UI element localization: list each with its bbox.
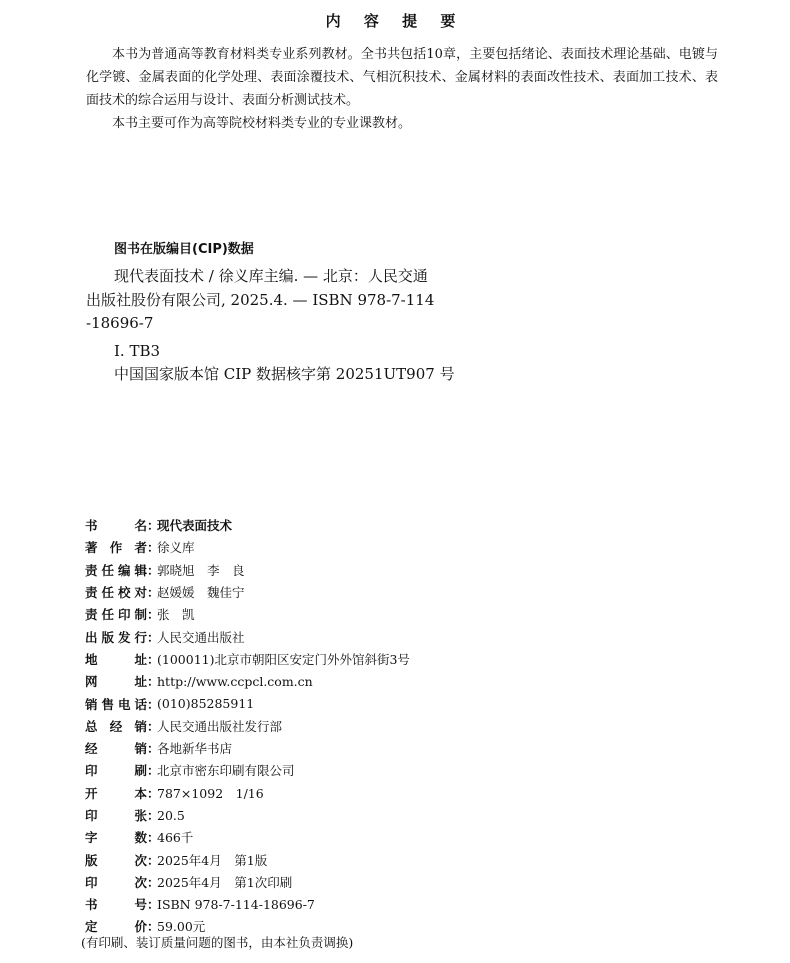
info-value: 20.5 [157, 807, 185, 823]
info-colon: ： [147, 562, 160, 578]
info-value: 2025年4月 第1版 [157, 852, 268, 868]
info-label: 地 址 [85, 651, 147, 667]
info-row [85, 603, 410, 625]
info-colon: ： [147, 763, 160, 779]
info-row [85, 559, 410, 581]
info-row [85, 715, 410, 737]
info-row [85, 782, 410, 804]
info-colon: ： [147, 919, 160, 935]
cip-line: -18696-7 [86, 314, 154, 332]
info-value: http://www.ccpcl.com.cn [157, 673, 313, 689]
summary-paragraph: 本书主要可作为高等院校材料类专业的专业课教材。 [112, 116, 412, 131]
info-label: 经 销 [85, 741, 147, 757]
info-value: 赵媛媛 魏佳宁 [157, 585, 245, 601]
info-value: 张 凯 [157, 607, 195, 623]
summary-paragraph: 本书为普通高等教育材料类专业系列教材。全书共包括10章，主要包括绪论、表面技术理论基础、电镀与化学镀、金属表面的化学处理、表面涂覆技术、气相沉积技术、金属材料的表面改性技术、表面加工技术、表面技术的综合运用与设计、表面分析测试技术。 [86, 47, 718, 108]
info-label: 出 版 发 行 [85, 629, 147, 645]
info-colon: ： [147, 674, 160, 690]
info-label: 版 次 [85, 852, 147, 868]
info-label: 总 经 销 [85, 718, 147, 734]
info-label: 书 号 [85, 897, 147, 913]
cip-line: 中国国家版本馆 CIP 数据核字第 20251UT907 号 [114, 365, 455, 383]
info-label: 印 张 [85, 808, 147, 823]
cip-line: 出版社股份有限公司, 2025.4. — ISBN 978-7-114 [86, 290, 435, 309]
info-colon: ： [147, 808, 160, 823]
cip-heading: 图书在版编目(CIP)数据 [114, 242, 254, 257]
info-label: 责 任 校 对 [85, 585, 147, 601]
info-label: 印 刷 [85, 763, 147, 779]
info-row [85, 625, 410, 647]
info-value: 郭晓旭 李 良 [157, 562, 245, 578]
info-row [85, 648, 410, 670]
cip-line: 现代表面技术 / 徐义库主编. — 北京：人民交通 [114, 267, 428, 285]
info-row [85, 737, 410, 759]
info-value: 北京市密东印刷有限公司 [157, 763, 295, 779]
info-colon: ： [147, 830, 160, 846]
info-colon: ： [147, 585, 160, 601]
info-label: 定 价 [85, 919, 147, 935]
info-colon: ： [147, 897, 160, 913]
info-value: 59.00元 [157, 919, 206, 935]
publication-info [85, 514, 410, 938]
info-colon: ： [147, 874, 160, 890]
info-label: 印 次 [85, 874, 147, 890]
info-colon: ： [147, 607, 160, 623]
info-label: 责 任 编 辑 [85, 562, 147, 578]
info-colon: ： [147, 785, 160, 801]
info-value: (010)85285911 [157, 696, 255, 712]
info-value: 人民交通出版社 [157, 629, 245, 645]
info-row [85, 536, 410, 558]
info-row [85, 871, 410, 893]
info-value: 现代表面技术 [157, 518, 233, 534]
info-colon: ： [147, 540, 160, 556]
summary-section [86, 43, 718, 135]
info-value: 787×1092 1/16 [157, 785, 264, 801]
info-colon: ： [147, 651, 160, 667]
info-row [85, 670, 410, 692]
info-label: 字 数 [85, 830, 147, 846]
info-row [85, 893, 410, 915]
info-value: (100011)北京市朝阳区安定门外外馆斜街3号 [157, 651, 410, 667]
info-value: 徐义库 [157, 540, 195, 556]
info-label: 网 址 [85, 674, 147, 690]
info-colon: ： [147, 518, 160, 534]
cip-block [86, 238, 486, 387]
info-colon: ： [147, 696, 160, 712]
info-colon: ： [147, 718, 160, 734]
info-row [85, 848, 410, 870]
info-colon: ： [147, 852, 160, 868]
info-label: 著 作 者 [85, 540, 147, 556]
info-row [85, 826, 410, 848]
info-label: 责 任 印 制 [85, 607, 147, 623]
info-row [85, 804, 410, 826]
info-value: 466千 [157, 830, 194, 846]
info-row [85, 692, 410, 714]
info-row [85, 759, 410, 781]
info-label: 销 售 电 话 [85, 696, 147, 712]
info-value: 各地新华书店 [157, 741, 233, 757]
quality-notice: (有印刷、装订质量问题的图书，由本社负责调换) [81, 935, 354, 950]
info-colon: ： [147, 741, 160, 757]
page-title: 内 容 提 要 [325, 12, 465, 30]
info-value: 人民交通出版社发行部 [157, 718, 283, 734]
info-row [85, 581, 410, 603]
info-row [85, 514, 410, 536]
info-value: ISBN 978-7-114-18696-7 [157, 896, 315, 912]
info-value: 2025年4月 第1次印刷 [157, 874, 293, 890]
info-label: 开 本 [85, 785, 147, 801]
info-label: 书 名 [85, 518, 147, 534]
info-colon: ： [147, 629, 160, 645]
cip-line: Ⅰ. TB3 [114, 341, 161, 360]
